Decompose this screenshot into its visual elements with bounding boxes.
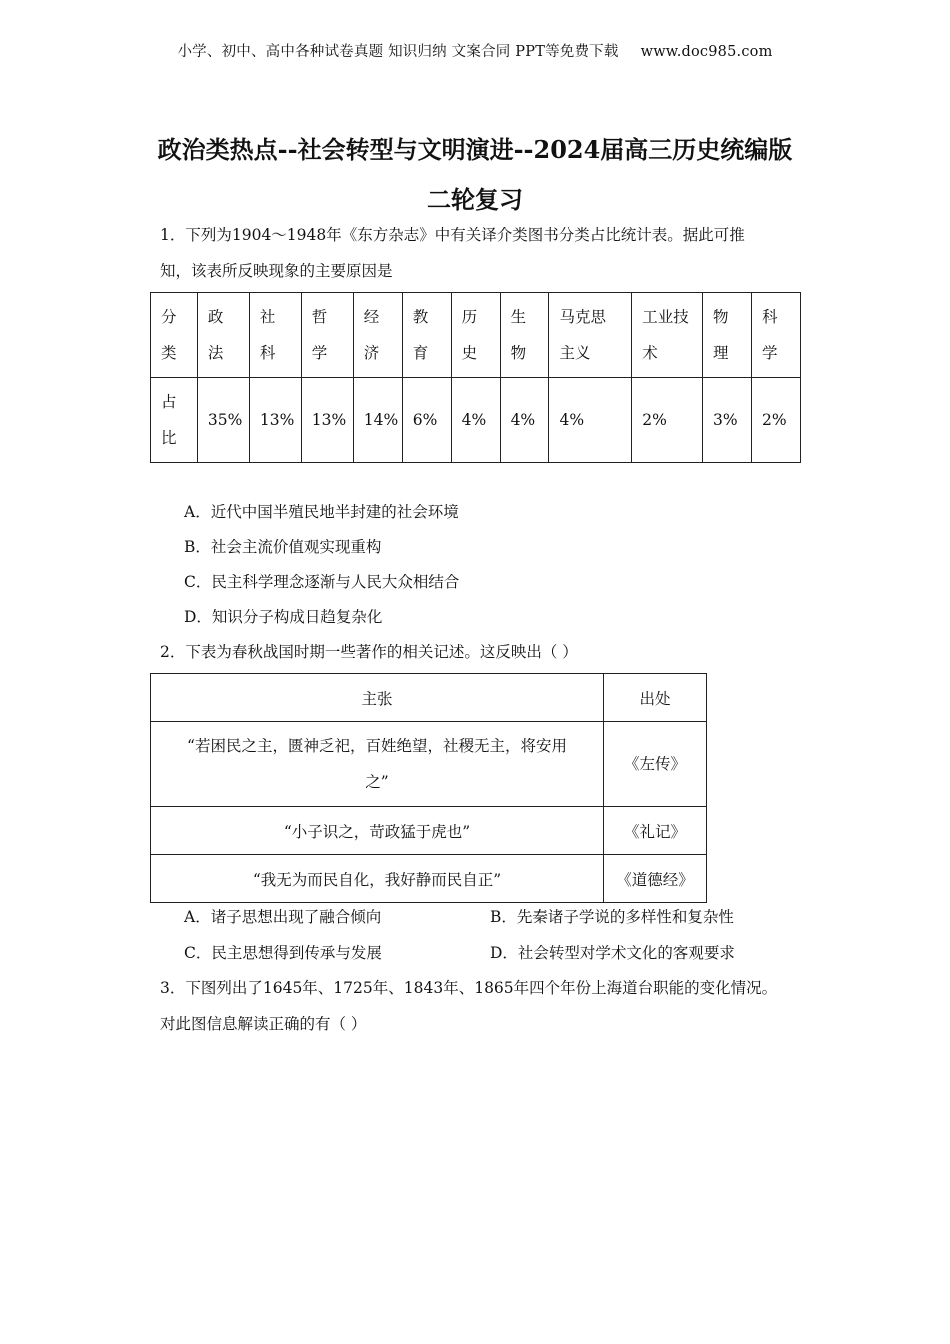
q2-stem: 2．下表为春秋战国时期一些著作的相关记述。这反映出（ ） [160, 643, 578, 661]
table-row: “我无为而民自化，我好静而民自正” 《道德经》 [151, 855, 707, 903]
q2-table [150, 673, 707, 903]
q2-option-a[interactable]: A．诸子思想出现了融合倾向 [184, 908, 382, 926]
q2-table-header-row [151, 674, 707, 722]
table-cell: 35% [197, 378, 249, 463]
q2-option-c[interactable]: C．民主思想得到传承与发展 [184, 944, 382, 962]
table-row: “若困民之主，匮神乏祀，百姓绝望，社稷无主，将安用 之” 《左传》 [151, 722, 707, 807]
q1-option-b[interactable]: B．社会主流价值观实现重构 [184, 538, 382, 556]
q2-option-b[interactable]: B．先秦诸子学说的多样性和复杂性 [490, 908, 734, 926]
doc-title-line1: 政治类热点--社会转型与文明演进--2024届高三历史统编版 [157, 135, 793, 164]
doc-title-line2: 二轮复习 [427, 185, 523, 214]
table-cell: 3% [703, 378, 752, 463]
q2-col-source-header: 出处 [604, 674, 707, 722]
q2-option-d[interactable]: D．社会转型对学术文化的客观要求 [490, 944, 735, 962]
q2-col-claim-header: 主张 [151, 674, 604, 722]
table-cell: 14% [353, 378, 402, 463]
header-url: www.doc985.com [640, 44, 773, 60]
q1-stem-line1: 1．下列为1904～1948年《东方杂志》中有关译介类图书分类占比统计表。据此可推 [160, 226, 745, 244]
q1-table-value-row: 占 比 35% 13% 13% 14% 6% 4% 4% 4% 2% 3% 2% [151, 378, 801, 463]
table-cell: 2% [751, 378, 800, 463]
table-cell: 13% [249, 378, 301, 463]
page-header [0, 40, 950, 61]
q3-stem-line1: 3．下图列出了1645年、1725年、1843年、1865年四个年份上海道台职能的变化情况。 [160, 979, 778, 997]
table-cell: 4% [549, 378, 632, 463]
q1-option-a[interactable]: A．近代中国半殖民地半封建的社会环境 [184, 503, 459, 521]
q1-table [150, 292, 801, 463]
table-cell: 2% [632, 378, 703, 463]
table-cell: 4% [451, 378, 500, 463]
table-cell: 13% [301, 378, 353, 463]
q1-table-header-row: 分 类 政 法 社 科 哲 学 经 济 教 育 历 史 生 物 马克思 主义 工业技 术 物 理 科 学 [151, 293, 801, 378]
q1-stem-line2: 知，该表所反映现象的主要原因是 [160, 262, 393, 280]
q1-option-c[interactable]: C．民主科学理念逐渐与人民大众相结合 [184, 573, 460, 591]
header-text: 小学、初中、高中各种试卷真题 知识归纳 文案合同 PPT等免费下载 [177, 44, 619, 60]
table-cell: 4% [500, 378, 549, 463]
q1-option-d[interactable]: D．知识分子构成日趋复杂化 [184, 608, 383, 626]
table-row: “小子识之，苛政猛于虎也” 《礼记》 [151, 807, 707, 855]
q3-stem-line2: 对此图信息解读正确的有（ ） [160, 1015, 367, 1033]
table-cell: 6% [402, 378, 451, 463]
